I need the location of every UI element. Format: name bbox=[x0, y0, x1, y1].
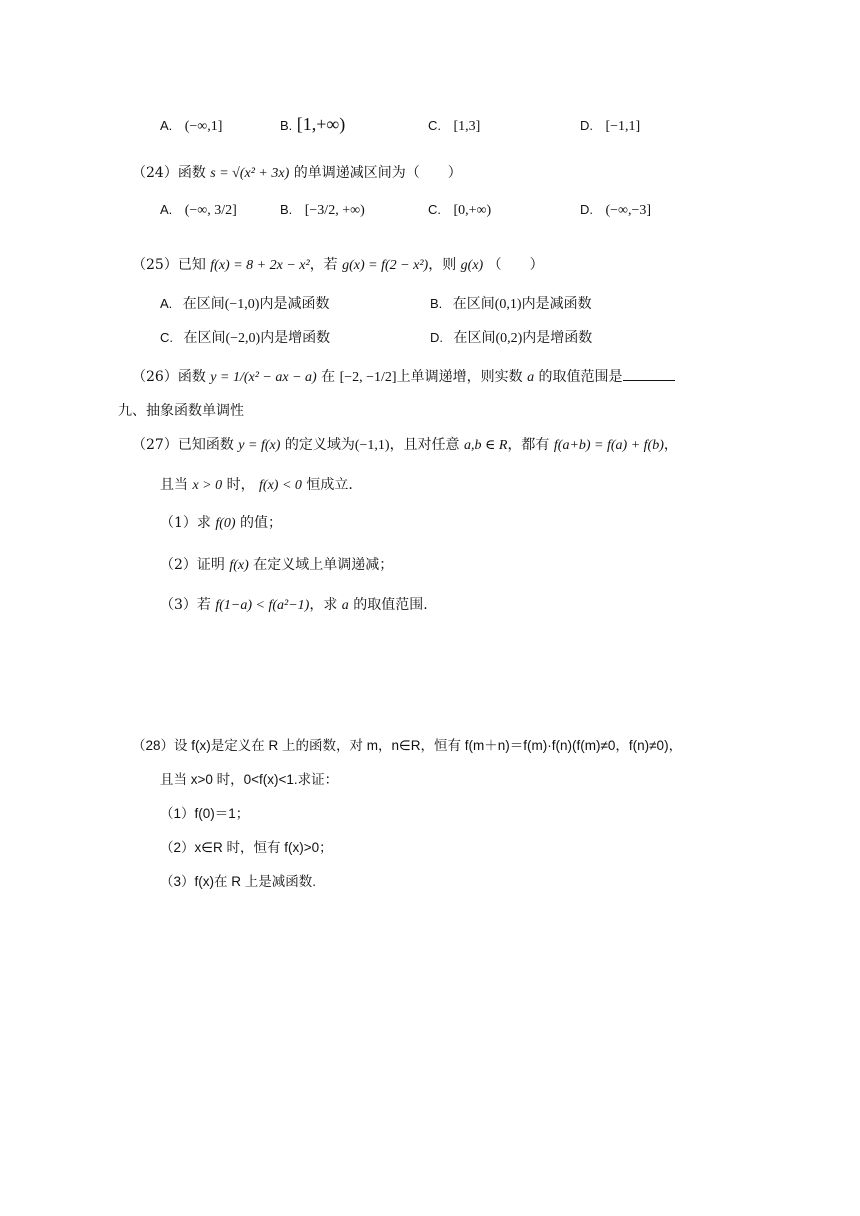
math-expression: y = f(x) bbox=[238, 438, 281, 453]
math-expression: f(x) < 0 bbox=[259, 478, 302, 493]
answer-paren: （ ） bbox=[487, 257, 544, 273]
stem-text: 已知 bbox=[177, 257, 206, 273]
option-value: (−∞,1] bbox=[184, 119, 223, 134]
stem-text: 函数 bbox=[177, 369, 206, 385]
stem-text: 上单调递增，则实数 bbox=[396, 369, 523, 385]
option-value: (−∞,−3] bbox=[605, 203, 652, 218]
question-number: （26） bbox=[132, 369, 178, 385]
option-label: D. bbox=[430, 330, 443, 345]
section-heading: 九、抽象函数单调性 bbox=[118, 403, 244, 419]
q28-line2: 且当 x>0 时，0<f(x)<1.求证： bbox=[160, 772, 339, 787]
stem-text: 的单调递减区间为（ ） bbox=[293, 165, 462, 181]
question-number: （25） bbox=[132, 257, 178, 273]
stem-text: ，都有 bbox=[507, 437, 550, 453]
math-expression: f(1−a) < f(a²−1) bbox=[215, 598, 310, 613]
q23-option-c bbox=[428, 118, 480, 135]
question-number: （27） bbox=[132, 437, 178, 453]
stem-text: 时， bbox=[226, 477, 255, 493]
answer-blank[interactable] bbox=[623, 368, 675, 381]
option-text: 内是减函数 bbox=[521, 296, 592, 312]
q27-sub3 bbox=[160, 594, 428, 614]
option-value: [0,+∞) bbox=[453, 203, 492, 218]
math-expression: f(x) bbox=[229, 558, 249, 573]
stem-text: 的定义域为 bbox=[284, 437, 355, 453]
q26-stem bbox=[132, 366, 675, 386]
math-expression: s = √(x² + 3x) bbox=[210, 166, 290, 181]
option-value: [−1,1] bbox=[605, 119, 641, 134]
sub-question-text: 在定义域上单调递减； bbox=[253, 557, 394, 573]
math-expression: g(x) bbox=[460, 258, 484, 273]
option-label: C. bbox=[428, 118, 441, 133]
q25-option-c bbox=[160, 327, 330, 347]
q27-sub2 bbox=[160, 554, 393, 574]
stem-text: ， bbox=[663, 437, 678, 453]
math-variable: a bbox=[527, 370, 535, 385]
option-interval: (0,2) bbox=[495, 331, 523, 346]
math-interval: (−1,1) bbox=[354, 438, 390, 453]
math-expression: f(x) = 8 + 2x − x² bbox=[210, 258, 310, 273]
option-text: 在区间 bbox=[452, 296, 495, 312]
stem-text: 的取值范围是 bbox=[538, 369, 623, 385]
stem-text: 且当 bbox=[160, 477, 188, 493]
stem-text: ，若 bbox=[309, 257, 338, 273]
q28-sub1: （1）f(0)＝1； bbox=[160, 806, 250, 821]
option-value: [1,+∞) bbox=[296, 114, 346, 134]
q24-option-c bbox=[428, 202, 491, 219]
q23-option-b bbox=[280, 114, 345, 135]
option-interval: (−2,0) bbox=[225, 331, 261, 346]
q27-line2 bbox=[160, 474, 353, 494]
option-value: [−3/2, +∞) bbox=[304, 203, 365, 218]
math-variable: a bbox=[341, 598, 349, 613]
option-label: B. bbox=[430, 296, 443, 311]
option-label: D. bbox=[580, 202, 593, 217]
q23-option-a bbox=[160, 118, 222, 135]
stem-text: 在 bbox=[321, 369, 336, 385]
q24-option-b bbox=[280, 202, 365, 219]
option-value: [1,3] bbox=[453, 119, 481, 134]
q24-option-a bbox=[160, 202, 237, 219]
option-label: A. bbox=[160, 118, 173, 133]
q28-sub2: （2）x∈R 时，恒有 f(x)>0； bbox=[160, 840, 333, 855]
stem-text: 函数 bbox=[177, 165, 206, 181]
q23-option-d bbox=[580, 118, 640, 135]
q24-option-d bbox=[580, 202, 651, 219]
option-label: B. bbox=[280, 118, 293, 133]
sub-question-text: （1）求 bbox=[160, 515, 211, 531]
math-expression: f(0) bbox=[215, 516, 236, 531]
option-text: 内是增函数 bbox=[260, 330, 331, 346]
option-text: 在区间 bbox=[453, 330, 496, 346]
sub-question-text: 的值； bbox=[240, 515, 283, 531]
q25-stem bbox=[132, 254, 544, 274]
math-interval: [−2, −1/2] bbox=[339, 370, 397, 385]
sub-question-text: 的取值范围. bbox=[353, 597, 428, 613]
option-interval: (−1,0) bbox=[224, 297, 260, 312]
math-expression: f(a+b) = f(a) + f(b) bbox=[553, 438, 664, 453]
option-label: A. bbox=[160, 202, 173, 217]
q27-line1 bbox=[132, 434, 678, 454]
option-text: 内是减函数 bbox=[259, 296, 330, 312]
stem-text: ，且对任意 bbox=[389, 437, 460, 453]
option-interval: (0,1) bbox=[494, 297, 522, 312]
q28-line1: （28）设 f(x)是定义在 R 上的函数，对 m，n∈R，恒有 f(m＋n)＝f(m)·f(n)(f(m)≠0，f(n)≠0)， bbox=[132, 738, 683, 753]
q25-option-b bbox=[430, 293, 592, 313]
sub-question-text: （2）证明 bbox=[160, 557, 225, 573]
sub-question-text: ，求 bbox=[309, 597, 338, 613]
q27-sub1 bbox=[160, 512, 282, 532]
q25-option-d bbox=[430, 327, 592, 347]
q25-option-a bbox=[160, 293, 329, 313]
option-label: C. bbox=[428, 202, 441, 217]
math-expression: x > 0 bbox=[192, 478, 223, 493]
math-expression: a,b ∈ R bbox=[464, 438, 508, 453]
option-label: D. bbox=[580, 118, 593, 133]
option-text: 在区间 bbox=[183, 330, 226, 346]
q24-stem bbox=[132, 162, 462, 182]
sub-question-text: （3）若 bbox=[160, 597, 211, 613]
q28-sub3: （3）f(x)在 R 上是减函数. bbox=[160, 874, 317, 889]
math-expression: g(x) = f(2 − x²) bbox=[342, 258, 429, 273]
option-value: (−∞, 3/2] bbox=[184, 203, 237, 218]
stem-text: ，则 bbox=[428, 257, 457, 273]
question-number: （24） bbox=[132, 165, 178, 181]
option-text: 内是增函数 bbox=[522, 330, 593, 346]
stem-text: 已知函数 bbox=[177, 437, 234, 453]
option-text: 在区间 bbox=[182, 296, 225, 312]
option-label: C. bbox=[160, 330, 173, 345]
math-expression: y = 1/(x² − ax − a) bbox=[210, 370, 317, 385]
stem-text: 恒成立. bbox=[306, 477, 353, 493]
option-label: B. bbox=[280, 202, 293, 217]
option-label: A. bbox=[160, 296, 173, 311]
